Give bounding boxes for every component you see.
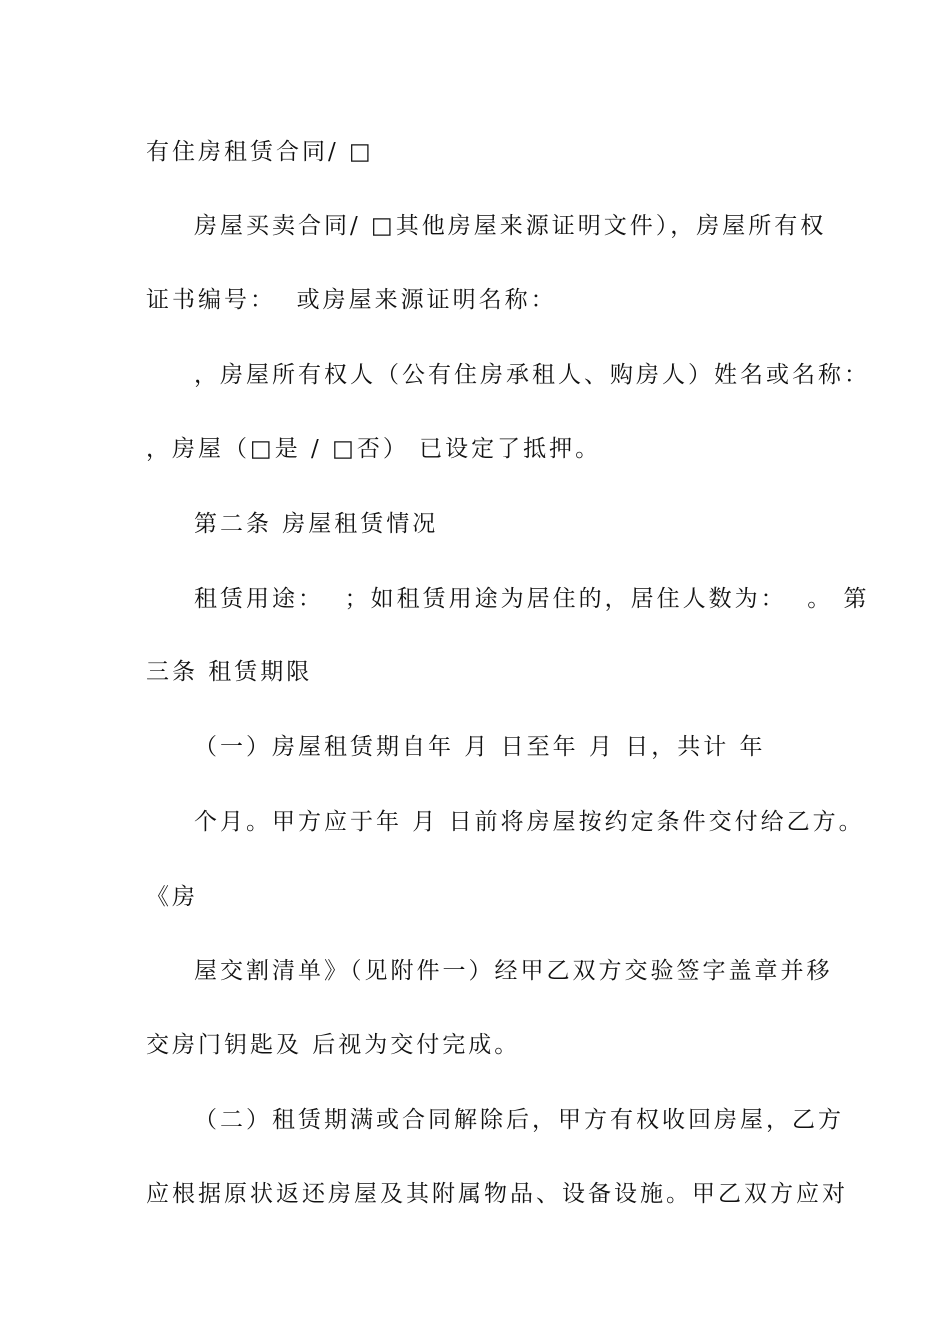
text-line: 有住房租赁合同/ □ (146, 139, 374, 165)
text-line: 应根据原状返还房屋及其附属物品、设备设施。甲乙双方应对 (146, 1181, 848, 1207)
text-line: 房屋买卖合同/ □其他房屋来源证明文件），房屋所有权 (194, 213, 827, 239)
text-line: ，房屋（□是 / □否） 已设定了抵押。 (146, 436, 602, 462)
text-line: （一）房屋租赁期自年 月 日至年 月 日，共计 年 (194, 734, 766, 760)
text-line: 交房门钥匙及 后视为交付完成。 (146, 1032, 521, 1058)
section-heading: 三条 租赁期限 (146, 659, 313, 685)
section-heading: 第二条 房屋租赁情况 (194, 511, 439, 537)
text-line: 租赁用途： ；如租赁用途为居住的，居住人数为： 。 第 (194, 586, 870, 612)
text-line: 个月。甲方应于年 月 日前将房屋按约定条件交付给乙方。 (194, 809, 865, 835)
text-line: 屋交割清单》（见附件一）经甲乙双方交验签字盖章并移 (194, 958, 833, 984)
text-line: 证书编号： 或房屋来源证明名称： (146, 287, 557, 313)
text-line: ，房屋所有权人（公有住房承租人、购房人）姓名或名称： (194, 362, 870, 388)
text-line: （二）租赁期满或合同解除后，甲方有权收回房屋，乙方 (194, 1107, 844, 1133)
text-line: 《房 (146, 884, 198, 910)
